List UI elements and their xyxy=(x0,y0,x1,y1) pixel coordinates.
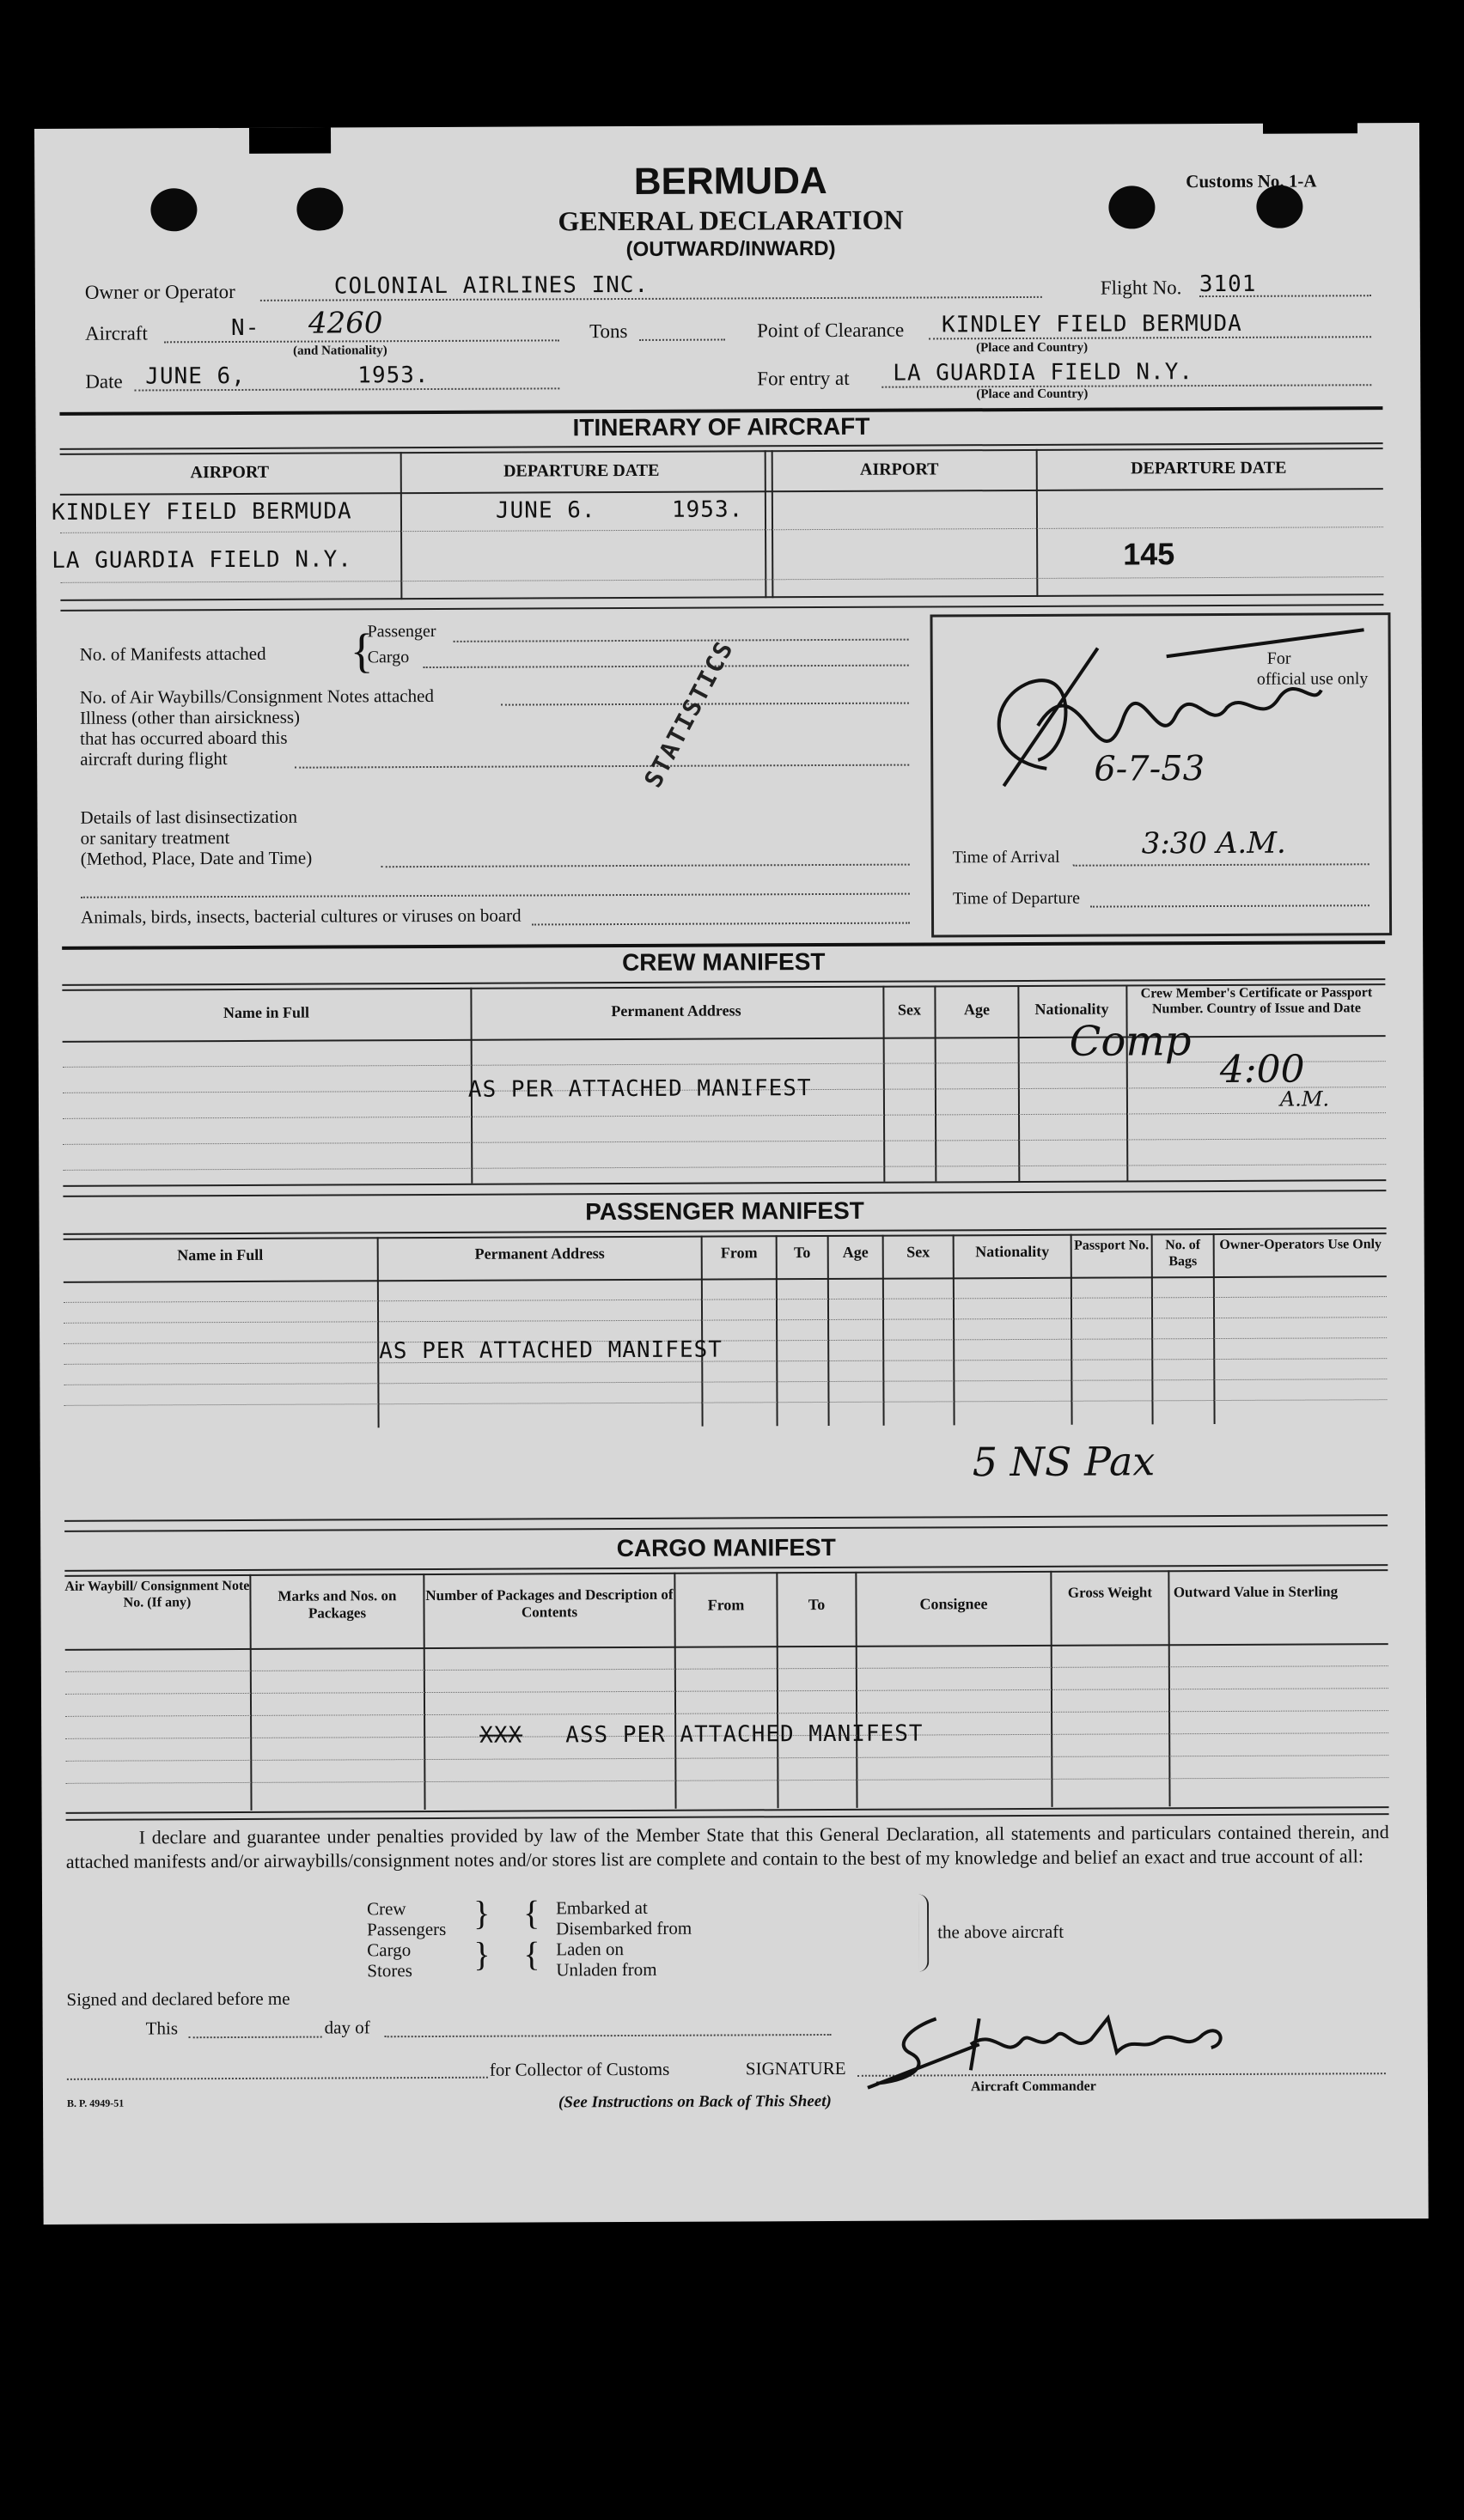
rule xyxy=(64,1514,1388,1522)
itinerary-header-airport: AIRPORT xyxy=(190,462,270,483)
passenger-header-from: From xyxy=(720,1244,758,1262)
itinerary-row-1-airport: KINDLEY FIELD BERMUDA xyxy=(51,498,352,526)
declaration-passengers: Passengers xyxy=(367,1918,447,1940)
passenger-header-passport: Passport No. xyxy=(1074,1238,1150,1253)
row-line xyxy=(65,1688,1388,1695)
cargo-note: ASS PER ATTACHED MANIFEST xyxy=(565,1720,924,1749)
cargo-line xyxy=(424,665,909,668)
passenger-header-to: To xyxy=(793,1244,811,1262)
cargo-header-packages: Number of Packages and Description of Contents xyxy=(425,1586,674,1621)
declaration-aircraft: the above aircraft xyxy=(937,1920,1064,1943)
crew-header-age: Age xyxy=(963,1001,991,1019)
crew-note: AS PER ATTACHED MANIFEST xyxy=(467,1075,812,1103)
illness-line-2: that has occurred aboard this xyxy=(80,727,288,749)
entry-label: For entry at xyxy=(757,367,850,390)
row-line xyxy=(64,1358,1387,1365)
row-line xyxy=(64,1337,1387,1344)
cargo-header-waybill: Air Waybill/ Consignment Note No. (If any) xyxy=(64,1578,250,1610)
signed-label: Signed and declared before me xyxy=(66,1987,290,2010)
this-label: This xyxy=(145,2018,179,2039)
official-for: For xyxy=(1266,648,1291,668)
disinsect-line-2: or sanitary treatment xyxy=(80,827,230,849)
brace: } xyxy=(473,1893,491,1933)
rule xyxy=(60,593,1383,601)
form-number: B. P. 4949-51 xyxy=(67,2097,125,2109)
brace: { xyxy=(350,624,374,679)
row-line xyxy=(64,1379,1387,1385)
passenger-label: Passenger xyxy=(367,621,436,642)
passenger-line xyxy=(454,639,909,642)
day-of-line xyxy=(385,2034,832,2037)
instructions-note: (See Instructions on Back of This Sheet) xyxy=(558,2091,832,2112)
brace xyxy=(918,1894,929,1971)
this-line xyxy=(189,2036,322,2039)
itinerary-header-airport-2: AIRPORT xyxy=(859,460,939,479)
clearance-value: KINDLEY FIELD BERMUDA xyxy=(941,310,1242,338)
disinsect-line-1: Details of last disinsectization xyxy=(80,806,298,828)
row-line xyxy=(65,1777,1388,1784)
crew-header-nationality: Nationality xyxy=(1034,1000,1109,1018)
crew-header-sex: Sex xyxy=(897,1001,922,1019)
manifests-label: No. of Manifests attached xyxy=(79,642,266,665)
waybills-label: No. of Air Waybills/Consignment Notes attached xyxy=(79,685,434,708)
entry-note: (Place and Country) xyxy=(976,387,1089,402)
collector-line xyxy=(67,2077,488,2080)
punch-hole xyxy=(1108,186,1155,228)
passenger-header-nationality: Nationality xyxy=(975,1242,1050,1261)
crew-handwritten-comp: Comp xyxy=(1069,1017,1192,1066)
brace: { xyxy=(523,1934,540,1974)
rule xyxy=(64,1525,1388,1532)
punch-hole xyxy=(296,187,343,230)
arrival-label: Time of Arrival xyxy=(952,847,1060,867)
declaration-disembarked: Disembarked from xyxy=(556,1917,692,1939)
crew-header-address: Permanent Address xyxy=(611,1001,741,1020)
rule xyxy=(65,1643,1388,1651)
passenger-handwritten: 5 NS Pax xyxy=(972,1438,1156,1486)
declaration-crew: Crew xyxy=(366,1898,406,1920)
declaration-form xyxy=(34,123,1429,2225)
owner-label: Owner or Operator xyxy=(84,280,235,303)
itinerary-number: 145 xyxy=(1123,536,1175,572)
declaration-embarked: Embarked at xyxy=(555,1896,648,1919)
col-divider xyxy=(776,1235,778,1426)
crew-handwritten-am: A.M. xyxy=(1279,1087,1330,1111)
clearance-label: Point of Clearance xyxy=(756,319,905,342)
row-line xyxy=(64,1317,1387,1324)
illness-line-3: aircraft during flight xyxy=(80,748,228,770)
date-value: JUNE 6, xyxy=(145,362,246,390)
disinsect-line xyxy=(381,864,910,868)
col-divider xyxy=(882,1235,885,1426)
cargo-note-x: XXX xyxy=(479,1722,523,1749)
row-line xyxy=(64,1399,1387,1406)
aircraft-handwritten: 4260 xyxy=(308,306,383,341)
itinerary-header-date-2: DEPARTURE DATE xyxy=(1131,458,1287,478)
animals-label: Animals, birds, insects, bacterial cultures or viruses on board xyxy=(80,904,522,928)
flight-label: Flight No. xyxy=(1100,277,1182,299)
cargo-header-value: Outward Value in Sterling xyxy=(1173,1583,1339,1601)
itinerary-row-1-year: 1953. xyxy=(671,496,744,523)
commander-label: Aircraft Commander xyxy=(970,2079,1096,2095)
illness-line xyxy=(295,764,909,769)
declaration-stores: Stores xyxy=(367,1960,412,1981)
row-line xyxy=(65,1755,1388,1762)
crew-handwritten-time: 4:00 xyxy=(1219,1047,1305,1092)
declaration-laden: Laden on xyxy=(556,1939,625,1960)
row-line xyxy=(60,576,1383,583)
collector-label: for Collector of Customs xyxy=(489,2058,670,2080)
cargo-header-from: From xyxy=(707,1596,745,1614)
clearance-note: (Place and Country) xyxy=(976,340,1089,356)
row-line xyxy=(64,1296,1387,1303)
cargo-title: CARGO MANIFEST xyxy=(616,1533,836,1562)
itinerary-title: ITINERARY OF AIRCRAFT xyxy=(572,412,870,441)
cargo-header-to: To xyxy=(808,1596,826,1614)
illness-line-1: Illness (other than airsickness) xyxy=(79,706,301,728)
declaration-cargo: Cargo xyxy=(367,1939,412,1961)
cargo-label: Cargo xyxy=(367,648,410,667)
passenger-header-age: Age xyxy=(842,1243,869,1261)
passenger-header-sex: Sex xyxy=(906,1243,930,1261)
declaration-text: I declare and guarantee under penalties provided by law of the Member State that this General Declaration, all statements and particulars contained therein, and attached manifests and/or airwaybills/consignment notes and/or stores list are complete and contain to the best of my knowledge and belief an exact and true account of all: xyxy=(65,1821,1389,1872)
crew-header-certificate: Crew Member's Certificate or Passport Number. Country of Issue and Date xyxy=(1140,985,1373,1017)
col-divider xyxy=(953,1234,955,1425)
disinsect-line-3: (Method, Place, Date and Time) xyxy=(80,847,313,869)
country-title: BERMUDA xyxy=(633,159,827,203)
official-use-label: official use only xyxy=(1256,669,1369,689)
aircraft-note: (and Nationality) xyxy=(293,344,387,358)
declaration-unladen: Unladen from xyxy=(556,1958,657,1981)
entry-value: LA GUARDIA FIELD N.Y. xyxy=(893,359,1194,387)
official-signature xyxy=(952,621,1374,820)
row-line xyxy=(63,1138,1386,1145)
brace: { xyxy=(522,1893,540,1933)
paper-tab xyxy=(249,127,331,153)
itinerary-row-2-airport: LA GUARDIA FIELD N.Y. xyxy=(52,546,352,574)
official-date-handwritten: 6-7-53 xyxy=(1094,749,1205,789)
paper-tab xyxy=(1263,116,1357,133)
passenger-header-address: Permanent Address xyxy=(474,1245,605,1263)
date-label: Date xyxy=(85,370,123,393)
rule xyxy=(66,1806,1389,1814)
rule xyxy=(60,604,1383,612)
flight-value: 3101 xyxy=(1199,271,1257,298)
rule xyxy=(60,488,1383,496)
col-divider xyxy=(1213,1233,1216,1424)
punch-hole xyxy=(150,188,197,231)
passenger-title: PASSENGER MANIFEST xyxy=(585,1196,864,1226)
col-divider xyxy=(827,1235,830,1426)
row-line xyxy=(63,1112,1386,1119)
row-line xyxy=(65,1710,1388,1717)
signature-label: SIGNATURE xyxy=(745,2057,846,2079)
col-divider xyxy=(377,1237,380,1427)
date-year: 1953. xyxy=(357,362,430,389)
row-line xyxy=(63,1164,1386,1171)
tons-line xyxy=(639,338,725,340)
cargo-header-marks: Marks and Nos. on Packages xyxy=(278,1587,397,1622)
crew-header-name: Name in Full xyxy=(223,1003,310,1022)
blank-line xyxy=(81,893,910,898)
day-of-label: day of xyxy=(324,2017,370,2038)
passenger-note: AS PER ATTACHED MANIFEST xyxy=(379,1336,723,1365)
rule xyxy=(66,1813,1389,1821)
row-line xyxy=(65,1665,1388,1672)
passenger-header-bags: No. of Bags xyxy=(1165,1238,1201,1269)
itinerary-row-1-date: JUNE 6. xyxy=(495,497,596,524)
passenger-header-name: Name in Full xyxy=(177,1245,264,1264)
cargo-header-consignee: Consignee xyxy=(919,1595,988,1613)
crew-title: CREW MANIFEST xyxy=(621,947,826,977)
col-divider xyxy=(701,1236,704,1427)
passenger-header-owner: Owner-Operators Use Only xyxy=(1219,1237,1382,1252)
col-divider xyxy=(1071,1234,1073,1425)
cargo-header-weight: Gross Weight xyxy=(1067,1584,1153,1601)
owner-value: COLONIAL AIRLINES INC. xyxy=(333,271,650,300)
row-line xyxy=(60,527,1383,533)
brace: } xyxy=(473,1934,491,1974)
departure-label: Time of Departure xyxy=(952,888,1081,909)
aircraft-value: N- xyxy=(230,314,260,342)
rule xyxy=(64,1275,1387,1283)
arrival-value: 3:30 A.M. xyxy=(1141,825,1286,861)
form-subtitle: (OUTWARD/INWARD) xyxy=(625,236,836,261)
itinerary-header-date: DEPARTURE DATE xyxy=(503,460,660,481)
tons-label: Tons xyxy=(589,320,628,343)
animals-line xyxy=(532,922,910,926)
form-title: GENERAL DECLARATION xyxy=(558,204,904,237)
aircraft-label: Aircraft xyxy=(84,322,148,344)
statistics-stamp: STATISTICS xyxy=(638,636,740,793)
customs-number: Customs No. 1-A xyxy=(1186,170,1317,192)
rule xyxy=(63,1179,1386,1187)
